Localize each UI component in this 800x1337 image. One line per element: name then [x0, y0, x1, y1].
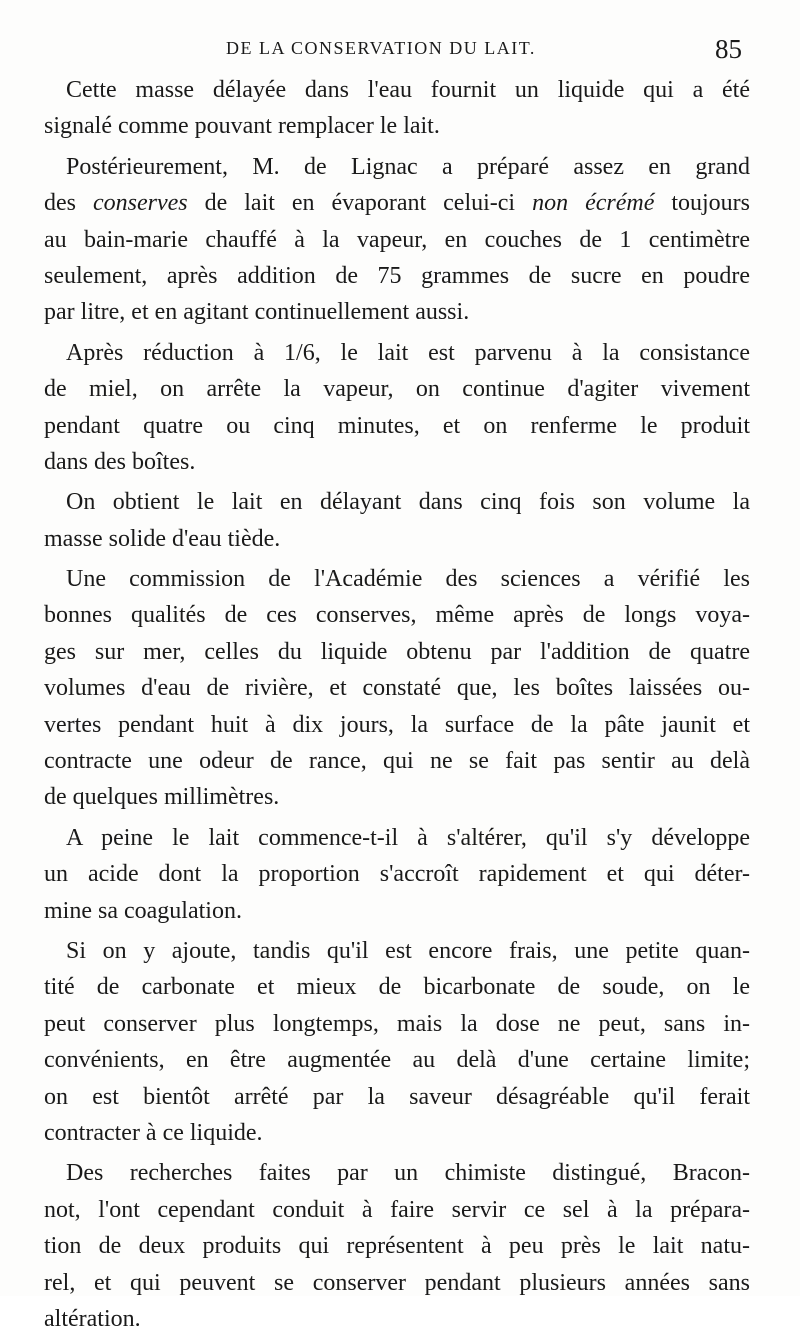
text-line: de miel, on arrête la vapeur, on continue d'agiter vivement	[44, 376, 750, 403]
text-line: de quelques millimètres.	[44, 784, 280, 811]
paragraph-8	[44, 1155, 750, 1337]
text-line: Des recherches faites par un chimiste distingué, Bracon-	[66, 1160, 750, 1187]
text-line: Postérieurement, M. de Lignac a préparé assez en grand	[66, 153, 750, 180]
text-line: dans des boîtes.	[44, 448, 196, 475]
text-line: tité de carbonate et mieux de bicarbonate de soude, on le	[44, 974, 750, 1001]
text-line: rel, et qui peuvent se conserver pendant plusieurs années sans	[44, 1269, 750, 1296]
text-line: On obtient le lait en délayant dans cinq fois son volume la	[66, 489, 750, 516]
text-line: Si on y ajoute, tandis qu'il est encore frais, une petite quan-	[66, 937, 750, 964]
text-line: par litre, et en agitant continuellement aussi.	[44, 299, 470, 326]
text-line: contracter à ce liquide.	[44, 1119, 263, 1146]
text-line: not, l'ont cependant conduit à faire servir ce sel à la prépara-	[44, 1196, 750, 1223]
text-line: volumes d'eau de rivière, et constaté que, les boîtes laissées ou-	[44, 675, 750, 702]
running-title: DE LA CONSERVATION DU LAIT.	[226, 38, 536, 58]
text-line: masse solide d'eau tiède.	[44, 525, 281, 552]
paragraph-7	[44, 933, 750, 1151]
text-line: A peine le lait commence-t-il à s'altérer, qu'il s'y développe	[66, 824, 750, 851]
paragraph-4	[44, 484, 750, 557]
paragraph-1	[44, 72, 750, 145]
text-line: un acide dont la proportion s'accroît rapidement et qui déter-	[44, 861, 750, 888]
paragraph-3	[44, 335, 750, 481]
text-line: altération.	[44, 1305, 141, 1332]
body-text	[44, 72, 750, 1337]
text-line: vertes pendant huit à dix jours, la surface de la pâte jaunit et	[44, 711, 750, 738]
text-line: Cette masse délayée dans l'eau fournit un liquide qui a été	[66, 77, 750, 103]
text-line: Une commission de l'Académie des sciences a vérifié les	[66, 566, 750, 593]
paragraph-2	[44, 149, 750, 331]
text-line: signalé comme pouvant remplacer le lait.	[44, 113, 440, 140]
text-line: peut conserver plus longtemps, mais la dose ne peut, sans in-	[44, 1010, 750, 1037]
paragraph-6	[44, 820, 750, 929]
paragraph-5	[44, 561, 750, 816]
text-line: ges sur mer, celles du liquide obtenu par l'addition de quatre	[44, 638, 750, 665]
text-line: mine sa coagulation.	[44, 897, 242, 924]
text-line: au bain-marie chauffé à la vapeur, en couches de 1 centimètre	[44, 226, 750, 253]
text-line: tion de deux produits qui représentent à peu près le lait natu-	[44, 1233, 750, 1260]
text-line: bonnes qualités de ces conserves, même après de longs voya-	[44, 602, 750, 629]
text-line: pendant quatre ou cinq minutes, et on renferme le produit	[44, 412, 750, 439]
running-head	[44, 34, 750, 68]
text-line: contracte une odeur de rance, qui ne se fait pas sentir au delà	[44, 748, 750, 775]
text-line: on est bientôt arrêté par la saveur désagréable qu'il ferait	[44, 1083, 750, 1110]
text-line: convénients, en être augmentée au delà d'une certaine limite;	[44, 1047, 750, 1074]
text-line: Après réduction à 1/6, le lait est parvenu à la consistance	[66, 339, 750, 366]
text-line: seulement, après addition de 75 grammes de sucre en poudre	[44, 262, 750, 289]
text-line: des conserves de lait en évaporant celui-ci non écrémé toujours	[44, 190, 750, 217]
page-number: 85	[715, 34, 742, 64]
